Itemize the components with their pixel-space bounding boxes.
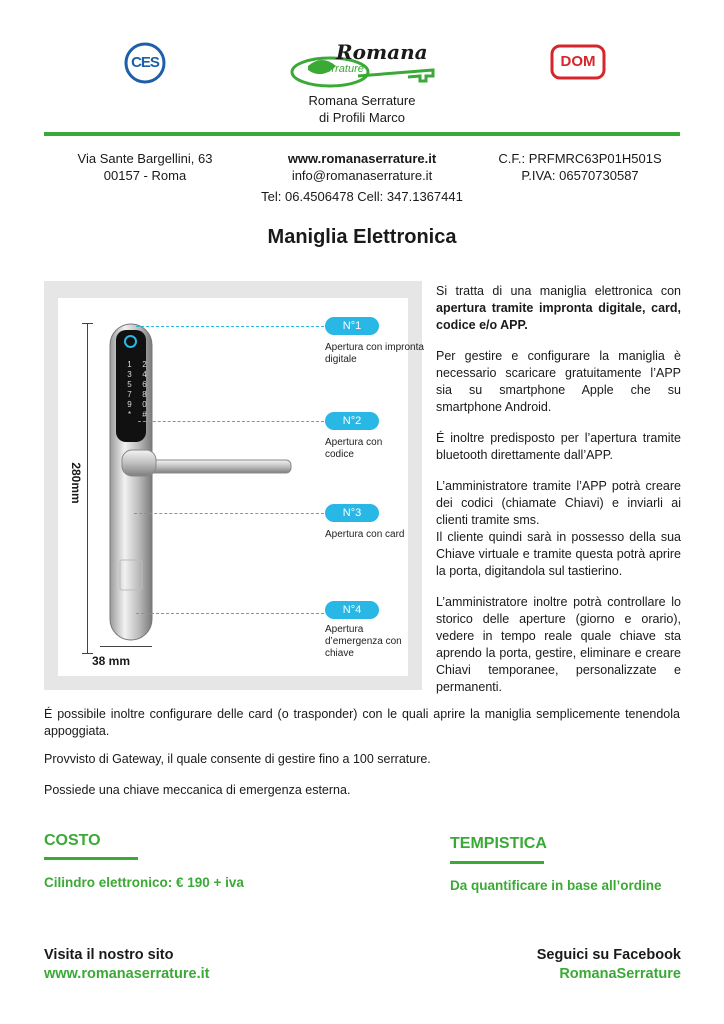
callout-badge-1: N°1: [325, 317, 379, 335]
description-admin: L’amministratore inoltre potrà controllare lo storico delle aperture (giorno e orario), vedere in tempo reale quale chiave sta aprendo la porta, gestire, eliminare e creare Chiavi temporanee, personalizzate e permanenti.: [436, 595, 681, 694]
callout-badge-2: N°2: [325, 412, 379, 430]
follow-label: Seguici su Facebook: [536, 947, 681, 963]
phone-numbers: Tel: 06.4506478 Cell: 347.1367441: [261, 189, 463, 204]
description-bluetooth: É inoltre predisposto per l’apertura tramite bluetooth direttamente dall’APP.: [436, 431, 681, 462]
facebook-link[interactable]: RomanaSerrature: [559, 966, 681, 982]
cost-value: Cilindro elettronico: € 190 + iva: [44, 875, 244, 890]
description-keys: L’amministratore tramite l’APP potrà creare dei codici (chiamate Chiavi) e inviarli ai clienti tramite sms.: [436, 479, 681, 527]
timing-value: Da quantificare in base all’ordine: [450, 878, 662, 893]
company-owner: di Profili Marco: [319, 110, 405, 125]
address-line2: 00157 - Roma: [103, 168, 187, 183]
visit-website-link[interactable]: www.romanaserrature.it: [44, 966, 210, 982]
paragraph-mechanical-key: Possiede una chiave meccanica di emergenza esterna.: [44, 783, 351, 797]
cost-underline: [44, 857, 138, 860]
description-app: Per gestire e configurare la maniglia è necessario scaricare gratuitamente l’APP sia su smartphone Apple che su smartphone Android.: [436, 349, 681, 414]
website-link[interactable]: www.romanaserrature.it: [287, 151, 437, 166]
callout-badge-3: N°3: [325, 504, 379, 522]
width-label: 38 mm: [92, 654, 131, 668]
height-label: 280mm: [69, 462, 83, 504]
ces-logo: CES: [124, 42, 166, 84]
callout-text-2: Apertura con codice: [325, 437, 383, 460]
email-link[interactable]: info@romanaserrature.it: [291, 168, 433, 183]
callout-badge-4: N°4: [325, 601, 379, 619]
visit-label: Visita il nostro sito: [44, 947, 174, 963]
company-name: Romana Serrature: [308, 93, 416, 108]
description-column: [436, 283, 681, 710]
timing-heading: TEMPISTICA: [450, 835, 547, 852]
vat-number: P.IVA: 06570730587: [521, 168, 639, 183]
timing-underline: [450, 861, 544, 864]
tax-code: C.F.: PRFMRC63P01H501S: [498, 151, 662, 166]
keypad: 1 2 3 4 5 6 7 8 9 0 * #: [127, 360, 147, 419]
page-title: Maniglia Elettronica: [267, 226, 457, 248]
description-intro: Si tratta di una maniglia elettronica con apertura tramite impronta digitale, card, codice e/o APP.: [436, 284, 681, 332]
address-line1: Via Sante Bargellini, 63: [77, 151, 213, 166]
header-divider: [44, 132, 680, 136]
cost-heading: COSTO: [44, 832, 101, 849]
dom-logo: DOM: [550, 44, 606, 80]
callout-text-3: Apertura con card: [325, 529, 405, 540]
height-dimension-line: [87, 323, 88, 653]
product-figure: [44, 281, 422, 690]
paragraph-gateway: Provvisto di Gateway, il quale consente di gestire fino a 100 serrature.: [44, 752, 431, 766]
callout-text-4: Apertura d’emergenza con chiave: [325, 624, 402, 659]
paragraph-card: É possibile inoltre configurare delle card (o trasponder) con le quali aprire la maniglia semplicemente tenendola appoggiata.: [44, 707, 680, 738]
fingerprint-sensor: [124, 335, 137, 348]
description-virtual-key: Il cliente quindi sarà in possesso della sua Chiave virtuale e tramite questa potrà aprire la porta, digitandola sul tastierino.: [436, 530, 681, 578]
callout-text-1: Apertura con impronta digitale: [325, 342, 424, 365]
romana-serrature-logo: Romana Serrature: [288, 40, 438, 92]
